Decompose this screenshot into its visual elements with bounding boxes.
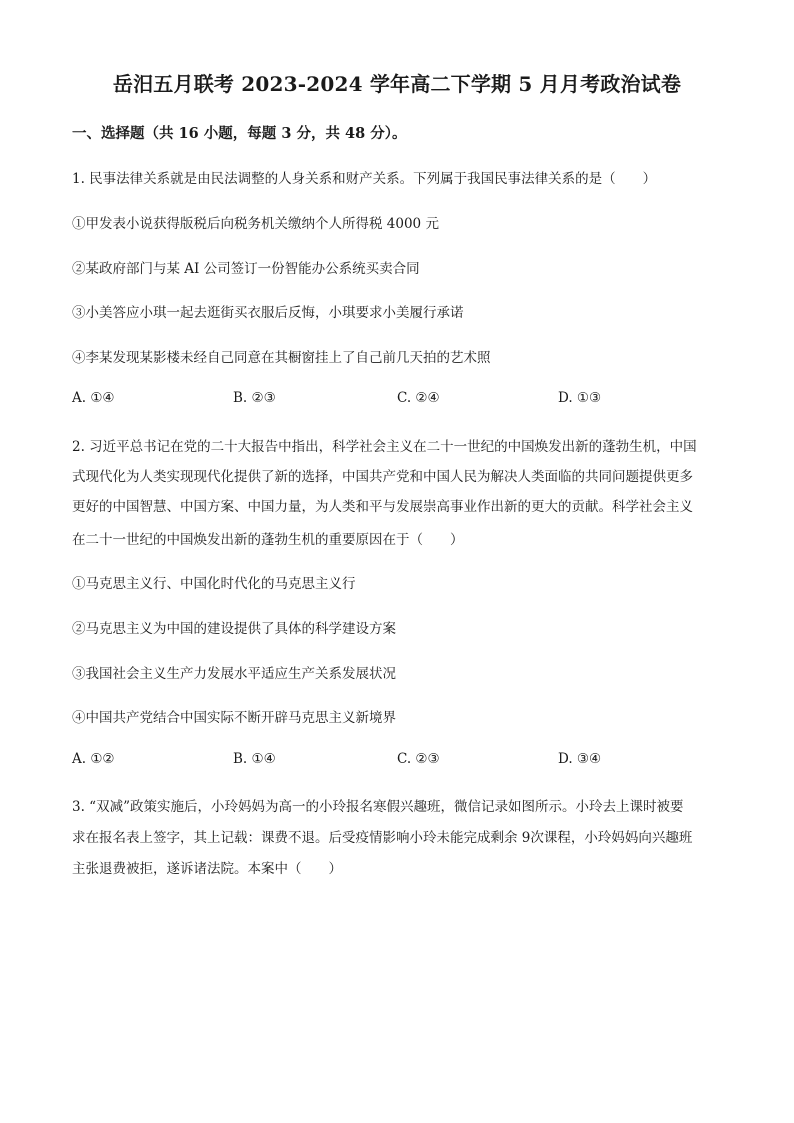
question-2-stem-line-2: 式现代化为人类实现现代化提供了新的选择，中国共产党和中国人民为解决人类面临的共同问题提供更多 [72, 469, 693, 485]
question-3-stem-line-3: 主张退费被拒，遂诉诸法院。本案中（ ） [72, 861, 342, 877]
question-1-item-3: ③小美答应小琪一起去逛街买衣服后反悔，小琪要求小美履行承诺 [72, 305, 464, 321]
question-2-item-2: ②马克思主义为中国的建设提供了具体的科学建设方案 [72, 621, 396, 637]
question-3-stem-line-2: 求在报名表上签字，其上记载：课费不退。后受疫情影响小玲未能完成剩余 9次课程，小玲妈妈向兴趣班 [72, 830, 693, 846]
question-2-option-c[interactable]: C. ②③ [397, 751, 440, 767]
question-1-item-2: ②某政府部门与某 AI 公司签订一份智能办公系统买卖合同 [72, 261, 420, 277]
question-1-item-1: ①甲发表小说获得版税后向税务机关缴纳个人所得税 4000 元 [72, 216, 439, 232]
question-2-item-1: ①马克思主义行、中国化时代化的马克思主义行 [72, 576, 356, 592]
question-1-option-d[interactable]: D. ①③ [558, 390, 602, 406]
question-1-option-c[interactable]: C. ②④ [397, 390, 440, 406]
question-2-options [72, 751, 722, 771]
question-2-option-a[interactable]: A. ①② [72, 751, 115, 767]
question-3-stem-line-1: 3. “双减”政策实施后，小玲妈妈为高一的小玲报名寒假兴趣班，微信记录如图所示。小玲去上课时被要 [72, 799, 684, 815]
question-1-stem: 1. 民事法律关系就是由民法调整的人身关系和财产关系。下列属于我国民事法律关系的是（ ） [72, 171, 657, 187]
question-2-item-4: ④中国共产党结合中国实际不断开辟马克思主义新境界 [72, 710, 396, 726]
question-1-options [72, 390, 722, 410]
question-2-stem-line-1: 2. 习近平总书记在党的二十大报告中指出，科学社会主义在二十一世纪的中国焕发出新的蓬勃生机，中国 [72, 439, 697, 455]
question-2-item-3: ③我国社会主义生产力发展水平适应生产关系发展状况 [72, 666, 396, 682]
question-1-option-b[interactable]: B. ②③ [233, 390, 276, 406]
section-heading: 一、选择题（共 16 小题，每题 3 分，共 48 分）。 [72, 125, 407, 142]
question-1-option-a[interactable]: A. ①④ [72, 390, 115, 406]
question-2-option-d[interactable]: D. ③④ [558, 751, 602, 767]
question-2-stem-line-4: 在二十一世纪的中国焕发出新的蓬勃生机的重要原因在于（ ） [72, 532, 464, 548]
exam-title: 岳汨五月联考 2023-2024 学年高二下学期 5 月月考政治试卷 [112, 72, 682, 96]
question-2-stem-line-3: 更好的中国智慧、中国方案、中国力量，为人类和平与发展崇高事业作出新的更大的贡献。科学社会主义 [72, 499, 693, 515]
question-2-option-b[interactable]: B. ①④ [233, 751, 276, 767]
question-1-item-4: ④李某发现某影楼未经自己同意在其橱窗挂上了自己前几天拍的艺术照 [72, 350, 491, 366]
